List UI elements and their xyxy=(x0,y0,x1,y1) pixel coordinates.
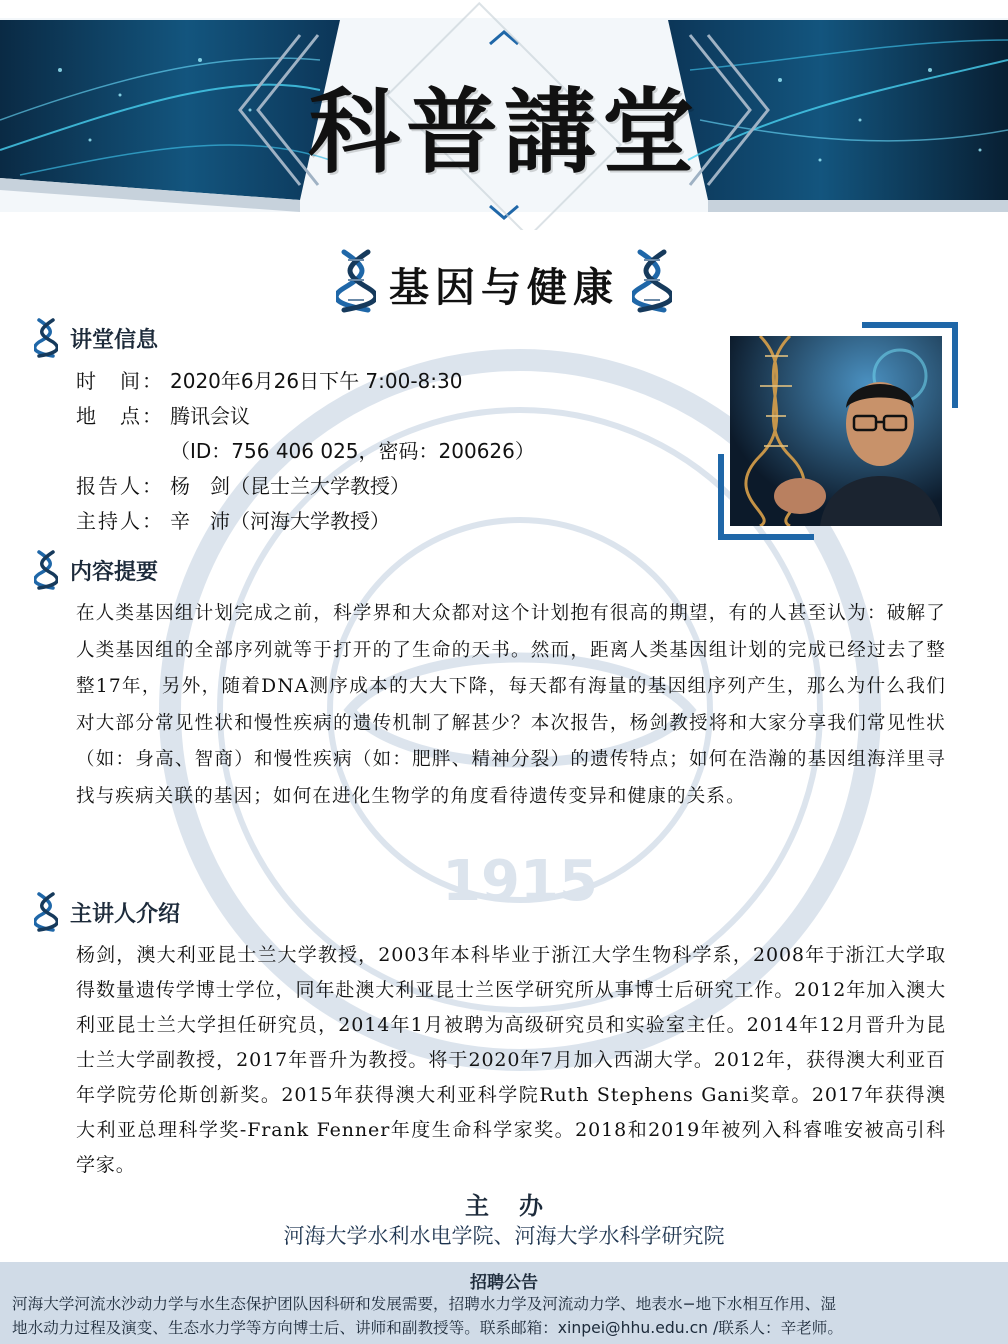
lecture-subtitle: 基因与健康 xyxy=(389,264,619,311)
reporter-value: 杨 剑（昆士兰大学教授） xyxy=(170,474,410,498)
section-title: 内容提要 xyxy=(70,559,159,585)
reporter-label: 报告人： xyxy=(76,474,164,498)
subtitle-row xyxy=(0,248,1008,318)
header-banner xyxy=(0,0,1008,230)
recruitment-text xyxy=(12,1292,1002,1340)
dna-helix-icon xyxy=(34,318,58,358)
dna-helix-icon xyxy=(34,892,58,932)
lecture-info xyxy=(76,364,696,539)
host-value: 辛 沛（河海大学教授） xyxy=(170,509,390,533)
organizer-text: 河海大学水利水电学院、河海大学水科学研究院 xyxy=(283,1224,725,1248)
section-title: 主讲人介绍 xyxy=(70,901,181,927)
section-header-info xyxy=(34,318,158,358)
summary-paragraph: 在人类基因组计划完成之前，科学界和大众都对这个计划抱有很高的期望，有的人甚至认为：破解了人类基因组的全部序列就等于打开的了生命的天书。然而，距离人类基因组计划的完成已经过去了整整17年，另外，随着DNA测序成本的大大下降，每天都有海量的基因组序列产生，那么为什么我们对大部分常见性状和慢性疾病的遗传机制了解甚少？本次报告，杨剑教授将和大家分享我们常见性状（如：身高、智商）和慢性疾病（如：肥胖、精神分裂）的遗传特点；如何在浩瀚的基因组海洋里寻找与疾病关联的基因；如何在进化生物学的角度看待遗传变异和健康的关系。 xyxy=(76,603,946,807)
organizer-title: 主办 xyxy=(465,1192,573,1220)
host-label: 主持人： xyxy=(76,509,164,533)
info-row-place xyxy=(76,399,696,434)
recruitment-line-2: 地水动力过程及演变、生态水力学等方向博士后、讲师和副教授等。联系邮箱：xinpei@hhu.edu.cn /联系人：辛老师。 xyxy=(12,1319,843,1337)
recruitment-title: 招聘公告 xyxy=(470,1273,538,1293)
dna-helix-icon xyxy=(34,550,58,590)
watermark-year: 1915 xyxy=(442,849,598,914)
speaker-bio: 杨剑，澳大利亚昆士兰大学教授，2003年本科毕业于浙江大学生物科学系，2008年于浙江大学取得数量遗传学博士学位，同年赴澳大利亚昆士兰医学研究所从事博士后研究工作。2012年加入澳大利亚昆士兰大学担任研究员，2014年1月被聘为高级研究员和实验室主任。2014年12月晋升为昆士兰大学副教授，2017年晋升为教授。将于2020年7月加入西湖大学。2012年，获得澳大利亚百年学院劳伦斯创新奖。2015年获得澳大利亚科学院Ruth Stephens Gani奖章。2017年获得澳大利亚总理科学奖-Frank Fenner年度生命科学家奖。2018和2019年被列入科睿唯安被高引科学家。 xyxy=(76,944,946,1176)
section-header-summary xyxy=(34,550,158,590)
meeting-id: （ID：756 406 025，密码：200626） xyxy=(170,439,535,463)
recruitment-line-1: 河海大学河流水沙动力学与水生态保护团队因科研和发展需要，招聘水力学及河流动力学、地表水−地下水相互作用、湿 xyxy=(12,1295,836,1313)
section-title: 讲堂信息 xyxy=(70,327,159,353)
speaker-photo xyxy=(730,336,942,526)
time-value: 2020年6月26日下午 7:00-8:30 xyxy=(170,369,463,393)
info-row-reporter xyxy=(76,469,696,504)
place-label: 地 点： xyxy=(76,404,164,428)
time-label: 时 间： xyxy=(76,369,164,393)
dna-helix-icon xyxy=(632,248,672,314)
banner-title: 科普講堂 xyxy=(307,78,700,186)
section-header-speaker xyxy=(34,892,180,932)
info-row-host xyxy=(76,504,696,539)
dna-helix-icon xyxy=(336,248,376,314)
info-row-meeting-id xyxy=(76,434,696,469)
recruitment-footer xyxy=(0,1262,1008,1344)
speaker-photo-frame xyxy=(718,322,958,540)
info-row-time xyxy=(76,364,696,399)
place-value: 腾讯会议 xyxy=(170,404,250,428)
